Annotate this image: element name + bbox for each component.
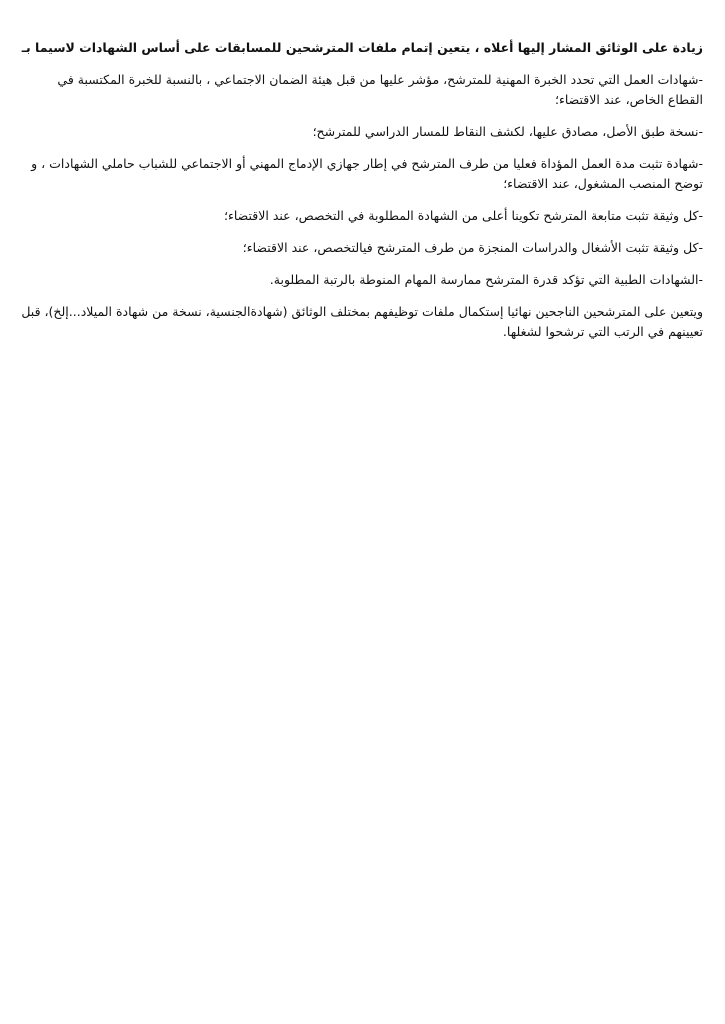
list-item-medical-certificates: -الشهادات الطبية التي تؤكد قدرة المترشح ممارسة المهام المنوطة بالرتبة المطلوبة.: [269, 272, 703, 287]
list-item-transcript-copy: -نسخة طبق الأصل، مصادق عليها، لكشف النقاط للمسار الدراسي للمترشح؛: [312, 124, 703, 139]
document-body: [20, 38, 703, 354]
list-item-works-studies-document: -كل وثيقة تثبت الأشغال والدراسات المنجزة من طرف المترشح فيالتخصص، عند الاقتضاء؛: [242, 240, 703, 255]
list-item-higher-training-document: -كل وثيقة تثبت متابعة المترشح تكوينا أعلى من الشهادة المطلوبة في التخصص، عند الاقتضاء؛: [224, 208, 703, 223]
document-heading: زيادة على الوثائق المشار إليها أعلاه ، يتعين إتمام ملفات المترشحين للمسابقات على أساس الشهادات لاسيما بـ: [21, 40, 703, 55]
list-item-integration-work-certificate: -شهادة تثبت مدة العمل المؤداة فعليا من طرف المترشح في إطار جهازي الإدماج المهني أو الاجتماعي للشباب حاملي الشهادات ، و توضح المنصب المشغول، عند الاقتضاء؛: [31, 156, 703, 191]
list-item-work-certificates: -شهادات العمل التي تحدد الخبرة المهنية للمترشح، مؤشر عليها من قبل هيئة الضمان الاجتماعي ، بالنسبة للخبرة المكتسبة في القطاع الخاص، عند الاقتضاء؛: [57, 72, 703, 107]
closing-paragraph: ويتعين على المترشحين الناجحين نهائيا إستكمال ملفات توظيفهم بمختلف الوثائق (شهادةالجنسية، نسخة من شهادة الميلاد...إلخ)، قبل تعيينهم في الرتب التي ترشحوا لشغلها.: [21, 304, 703, 339]
